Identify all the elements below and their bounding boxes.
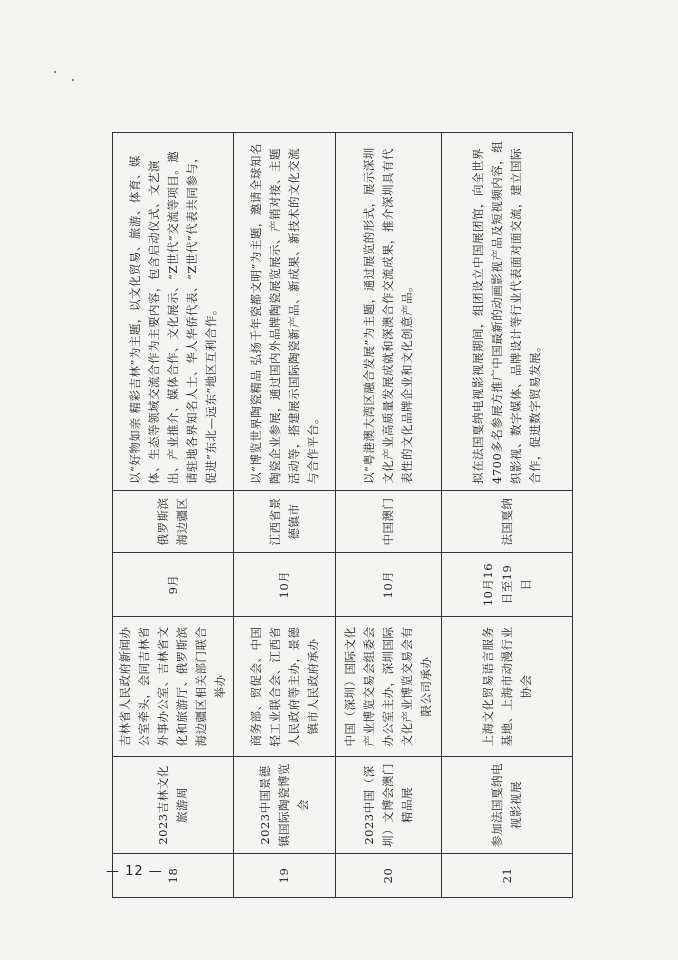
event-time: 10月16日至19日 <box>442 553 573 617</box>
table-row <box>336 133 442 898</box>
event-time: 10月 <box>234 553 336 617</box>
scan-speck <box>54 71 56 73</box>
rotated-table-wrapper <box>112 133 572 898</box>
event-description: 以“好物如亲 精彩吉林”为主题，以文化贸易、旅游、体育、媒体、生态等领域交流合作为主要内容，包含启动仪式、文艺演出、产业推介、媒体合作、文化展示、“Z世代”交流等项目。邀请驻地各界知名人士、华人华侨代表、“Z世代”代表共同参与，促进“东北—远东”地区互利合作。 <box>113 133 234 491</box>
row-number: 21 <box>442 854 573 898</box>
event-place: 法国戛纳 <box>442 491 573 553</box>
table-row <box>234 133 336 898</box>
organizer: 中国（深圳）国际文化产业博览交易会组委会办公室主办，深圳国际文化产业博览交易会有限公司承办 <box>336 617 442 757</box>
organizer: 吉林省人民政府新闻办公室牵头，会同吉林省外事办公室、吉林省文化和旅游厅、俄罗斯滨海边疆区相关部门联合举办 <box>113 617 234 757</box>
event-description: 拟在法国戛纳电视影视展期间，组团设立中国展团馆，向全世界4700多名参展方推广中国最新的动画影视产品及短视频内容，组织影视、数字媒体、品牌设计等行业代表面对面交流，建立国际合作，促进数字贸易发展。 <box>442 133 573 491</box>
project-name: 参加法国戛纳电视影视展 <box>442 757 573 854</box>
event-place: 俄罗斯滨海边疆区 <box>113 491 234 553</box>
event-place: 江西省景德镇市 <box>234 491 336 553</box>
scan-speck <box>72 79 74 81</box>
row-number: 19 <box>234 854 336 898</box>
project-name: 2023中国景德镇国际陶瓷博览会 <box>234 757 336 854</box>
table-row <box>442 133 573 898</box>
row-number: 18 <box>113 854 234 898</box>
event-place: 中国澳门 <box>336 491 442 553</box>
event-time: 9月 <box>113 553 234 617</box>
row-number: 20 <box>336 854 442 898</box>
table-row <box>113 133 234 898</box>
organizer: 上海文化贸易语言服务基地、上海市动漫行业协会 <box>442 617 573 757</box>
project-table <box>112 132 573 898</box>
project-name: 2023吉林文化旅游周 <box>113 757 234 854</box>
event-time: 10月 <box>336 553 442 617</box>
page-number: — 12 — <box>106 864 163 879</box>
project-name: 2023中国（深圳）文博会澳门精品展 <box>336 757 442 854</box>
event-description: 以“博览世界陶瓷精品 弘扬千年瓷都文明”为主题，邀请全球知名陶瓷企业参展，通过国内外品牌陶瓷展览展示、产销对接、主题活动等，搭建展示国际陶瓷新产品、新成果、新技术的文化交流与合作平台。 <box>234 133 336 491</box>
organizer: 商务部、贸促会、中国轻工业联合会、江西省人民政府等主办，景德镇市人民政府承办 <box>234 617 336 757</box>
event-description: 以“粤港澳大湾区融合发展”为主题，通过展览的形式，展示深圳文化产业高质量发展成就和深澳合作交流成果，推介深圳具有代表性的文化品牌企业和文化创意产品。 <box>336 133 442 491</box>
